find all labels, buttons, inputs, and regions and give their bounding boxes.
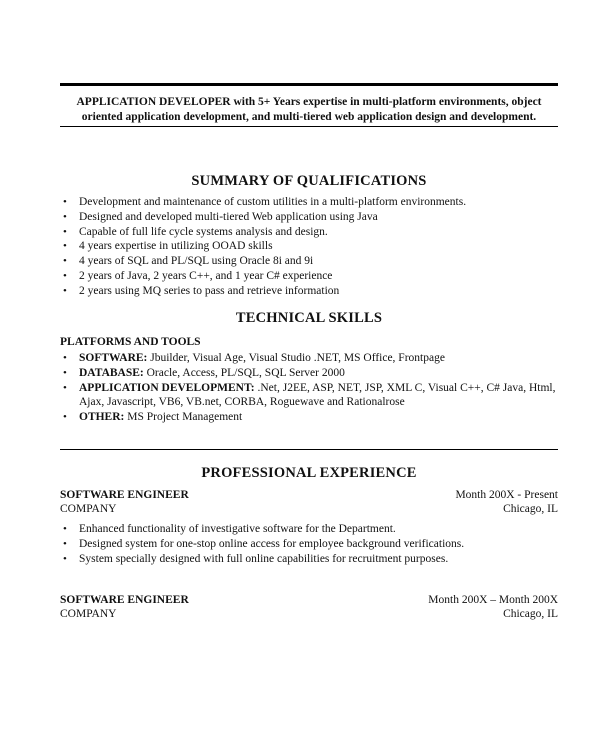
bullet-icon: • — [63, 284, 67, 297]
job-2-location: Chicago, IL — [503, 608, 558, 620]
list-item: • Capable of full life cycle systems analysis and design. — [63, 225, 328, 238]
objective-rule — [60, 126, 558, 127]
job-1-location: Chicago, IL — [503, 503, 558, 515]
technical-skills-title: TECHNICAL SKILLS — [235, 310, 383, 326]
bullet-icon: • — [63, 352, 67, 364]
skill-item-database: • DATABASE: Oracle, Access, PL/SQL, SQL Server 2000 — [63, 366, 345, 379]
list-item: • Designed system for one-stop online access for employee background verifications. — [63, 537, 465, 550]
summary-list — [60, 195, 558, 299]
bullet-icon: • — [63, 366, 67, 379]
objective-line-2: oriented application development, and multi-tiered web application design and development. — [81, 111, 537, 123]
summary-title: SUMMARY OF QUALIFICATIONS — [191, 173, 427, 189]
job-2-title: SOFTWARE ENGINEER — [60, 594, 189, 606]
skills-list — [60, 351, 558, 425]
list-item: • 2 years using MQ series to pass and retrieve information — [63, 284, 340, 297]
list-item: • System specially designed with full online capabilities for recruitment purposes. — [63, 552, 449, 565]
job-1-subheader — [60, 502, 558, 516]
job-2-dates: Month 200X – Month 200X — [428, 594, 558, 606]
skill-item-other: • OTHER: MS Project Management — [63, 411, 243, 424]
bullet-icon: • — [63, 196, 67, 208]
job-1-company: COMPANY — [60, 503, 117, 515]
bullet-icon: • — [63, 537, 67, 550]
list-item: • 2 years of Java, 2 years C++, and 1 year C# experience — [63, 269, 333, 282]
experience-rule — [60, 449, 558, 450]
bullet-icon: • — [63, 255, 67, 268]
list-item: • 4 years expertise in utilizing OOAD skills — [63, 240, 273, 253]
platforms-tools-heading: PLATFORMS AND TOOLS — [60, 336, 201, 348]
bullet-icon: • — [63, 523, 67, 535]
objective-statement — [60, 95, 558, 125]
list-item: • Designed and developed multi-tiered Web application using Java — [63, 210, 378, 223]
job-2-subheader — [60, 607, 558, 621]
top-rule — [60, 83, 558, 86]
skill-item-app-dev: • APPLICATION DEVELOPMENT: .Net, J2EE, ASP, NET, JSP, XML C, Visual C++, C# Java, Html, Ajax, Javascript, VB6, VB.net, CORBA, Roguewave and Rationalrose — [63, 381, 556, 409]
list-item: • Enhanced functionality of investigative software for the Department. — [63, 523, 396, 535]
bullet-icon: • — [63, 225, 67, 238]
bullet-icon: • — [63, 411, 67, 424]
job-1-header — [60, 488, 558, 502]
bullet-icon: • — [63, 381, 67, 394]
objective-line-1: APPLICATION DEVELOPER with 5+ Years expertise in multi-platform environments, object — [76, 96, 542, 108]
job-1-dates: Month 200X - Present — [455, 489, 558, 501]
job-1-title: SOFTWARE ENGINEER — [60, 489, 189, 501]
bullet-icon: • — [63, 552, 67, 565]
bullet-icon: • — [63, 210, 67, 223]
job-2-header — [60, 593, 558, 607]
bullet-icon: • — [63, 240, 67, 253]
job-1-duties — [60, 522, 558, 566]
job-2-company: COMPANY — [60, 608, 117, 620]
bullet-icon: • — [63, 269, 67, 282]
list-item: • 4 years of SQL and PL/SQL using Oracle 8i and 9i — [63, 255, 314, 268]
skill-item-software: • SOFTWARE: Jbuilder, Visual Age, Visual Studio .NET, MS Office, Frontpage — [63, 352, 445, 364]
list-item: • Development and maintenance of custom utilities in a multi-platform environments. — [63, 196, 467, 208]
experience-title: PROFESSIONAL EXPERIENCE — [201, 465, 417, 481]
